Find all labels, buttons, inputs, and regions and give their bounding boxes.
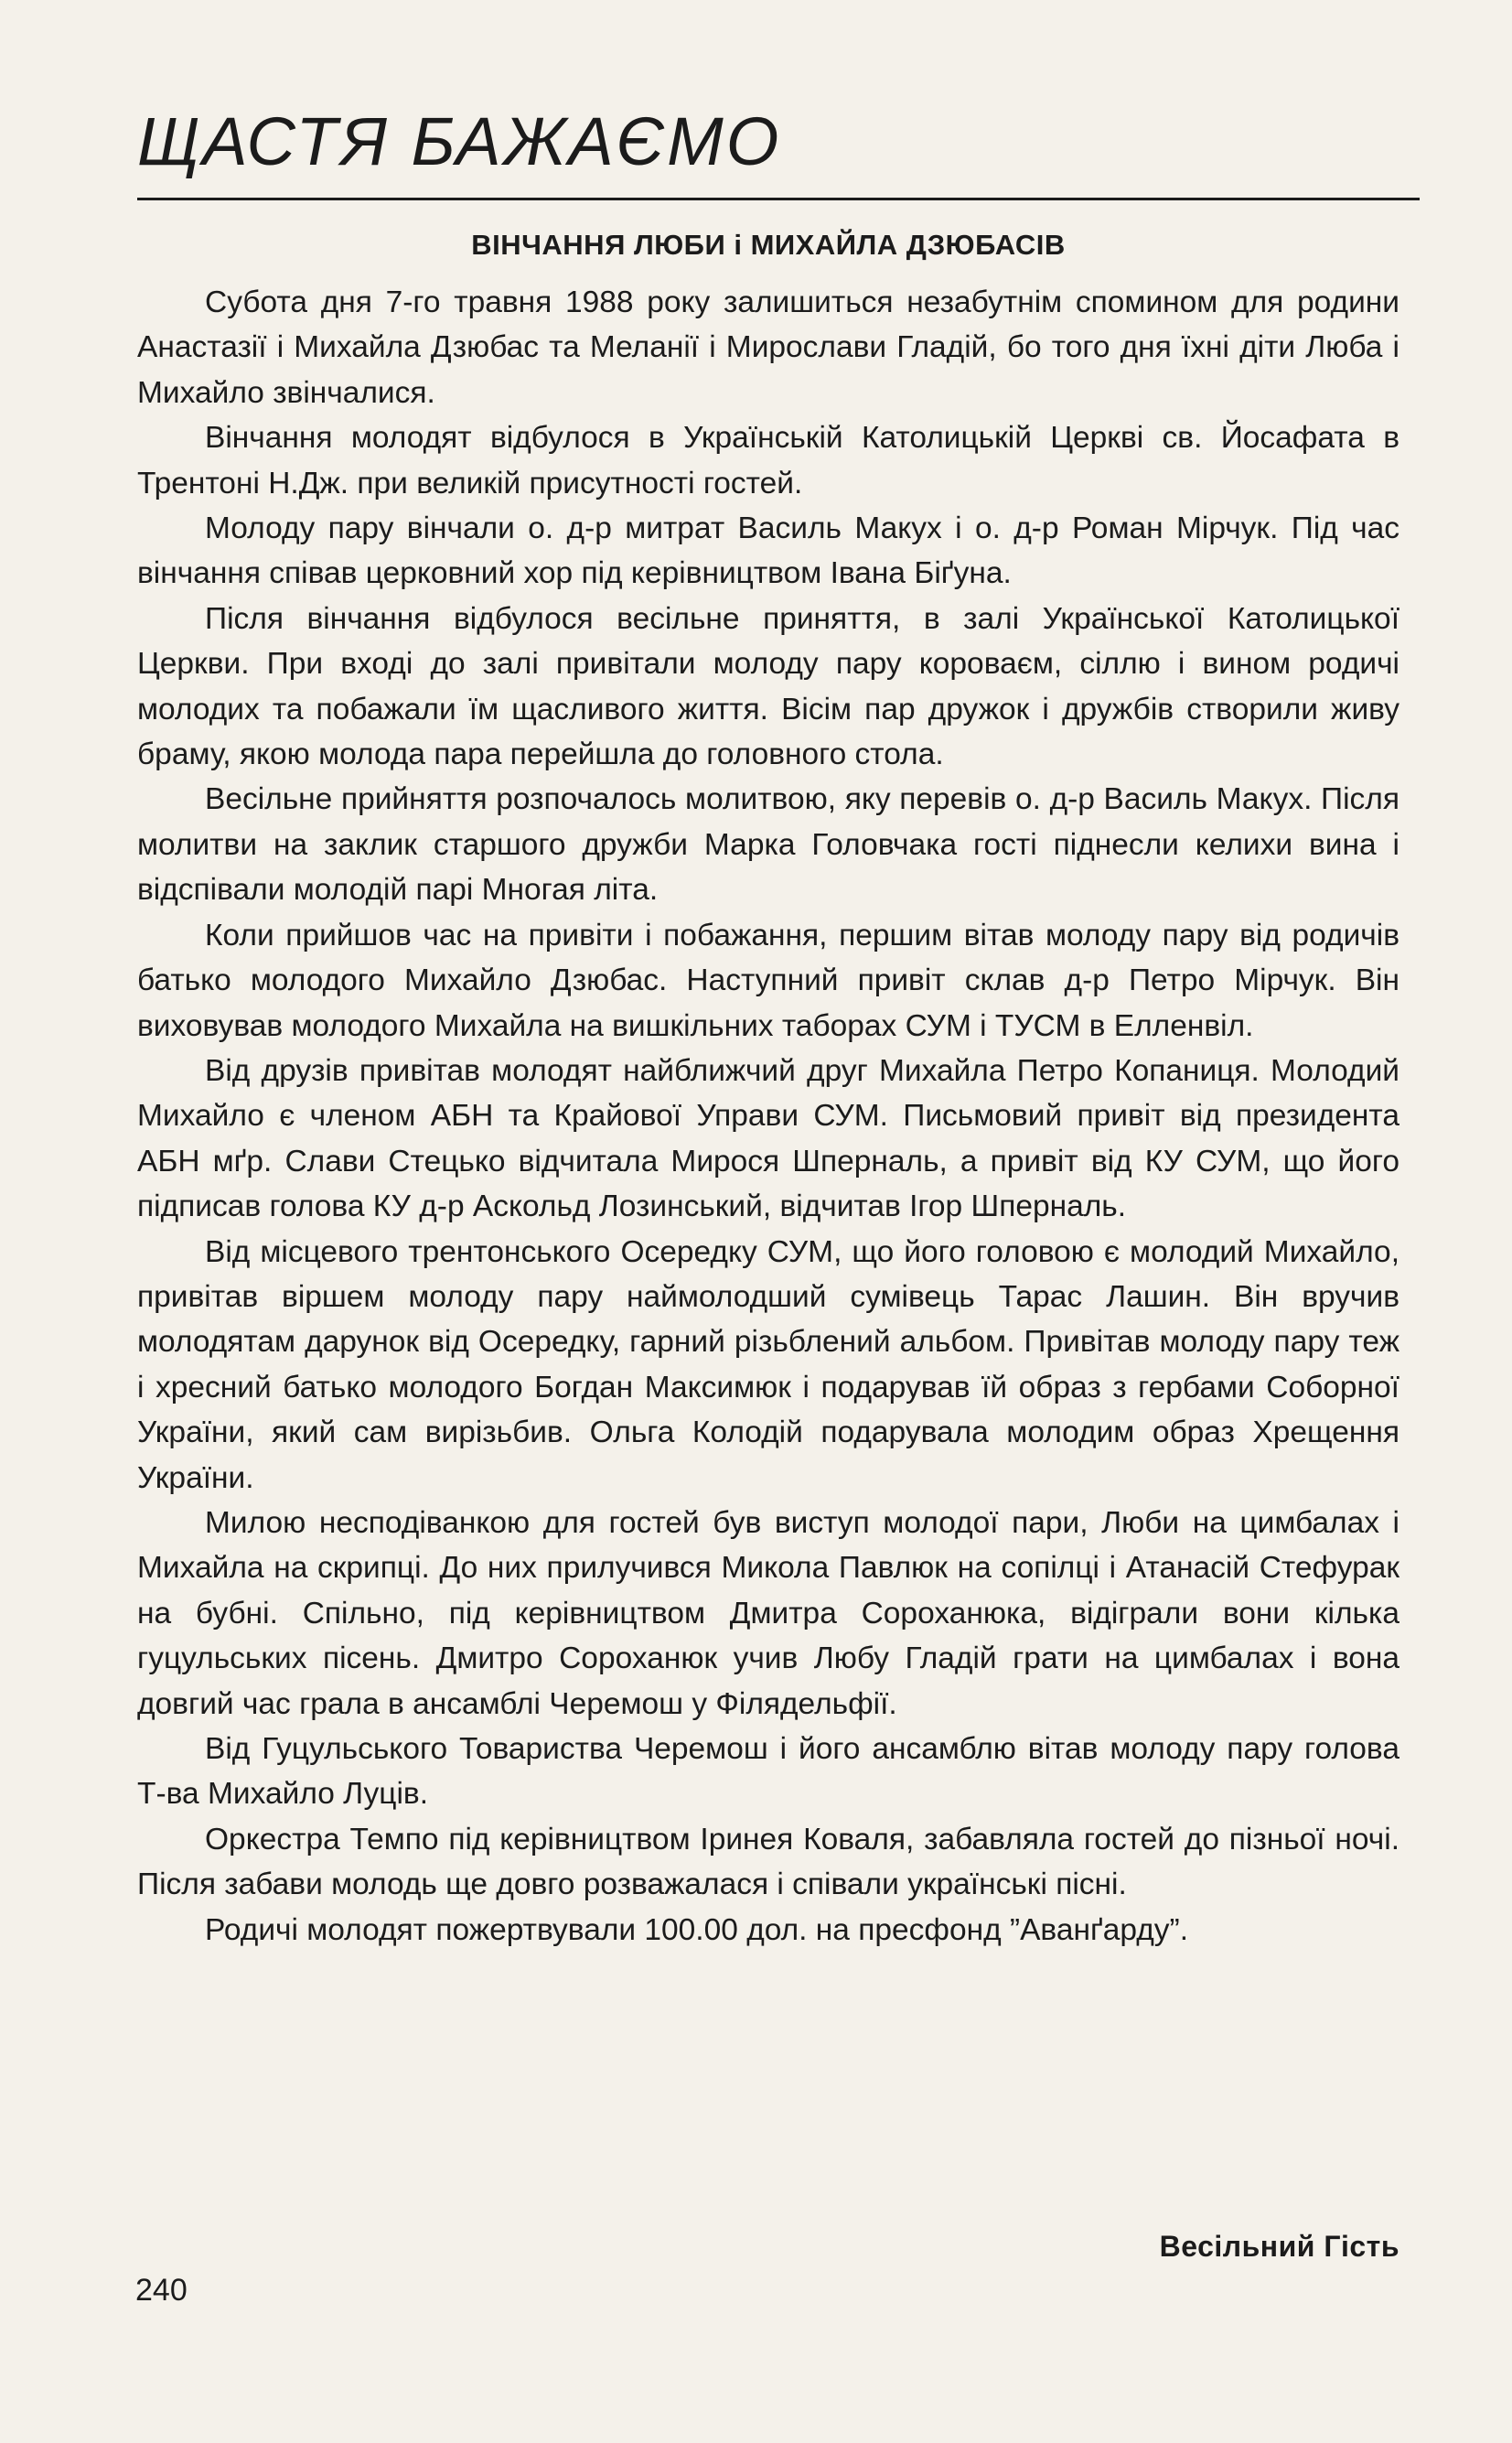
paragraph: Субота дня 7-го травня 1988 року залишиться незабутнім спомином для родини Анастазії і Михайла Дзюбас та Меланії і Мирослави Гладій, бо того дня їхні діти Люба і Михайло звінчалися. [137,285,1399,410]
article-title: ВІНЧАННЯ ЛЮБИ і МИХАЙЛА ДЗЮБАСІВ [471,229,1066,261]
paragraph: Молоду пару вінчали о. д-р митрат Василь Макух і о. д-р Роман Мірчук. Під час вінчання співав церковний хор під керівництвом Івана Біґуна. [137,511,1399,591]
section-title: ЩАСТЯ БАЖАЄМО [137,103,782,179]
author-signature: Весільний Гість [1159,2230,1399,2263]
paragraph: Родичі молодят пожертвували 100.00 дол. на пресфонд ”Аванґарду”. [205,1912,1189,1947]
paragraph: Милою несподіванкою для гостей був виступ молодої пари, Люби на цимбалах і Михайла на скрипці. До них прилучився Микола Павлюк на сопілці і Атанасій Стефурак на бубні. Спільно, під керівництвом Дмитра Сороханюка, відіграли вони кілька гуцульських пісень. Дмитро Сороханюк учив Любу Гладій грати на цимбалах і вона довгий час грала в ансамблі Черемош у Філядельфії. [137,1505,1399,1721]
paragraph: Від Гуцульського Товариства Черемош і його ансамблю вітав молоду пару голова Т-ва Михайло Луців. [137,1732,1399,1812]
paragraph: Коли прийшов час на привіти і побажання, першим вітав молоду пару від родичів батько молодого Михайло Дзюбас. Наступний привіт склав д-р Петро Мірчук. Він виховував молодого Михайла на вишкільних таборах СУМ і ТУСМ в Елленвіл. [137,918,1399,1043]
paragraph: Оркестра Темпо під керівництвом Іринея Коваля, забавляла гостей до пізньої ночі. Після забави молодь ще довго розважалася і співали українські пісні. [137,1822,1399,1902]
paragraph: Від місцевого трентонського Осередку СУМ, що його головою є молодий Михайло, привітав віршем молоду пару наймолодший сумівець Тарас Лашин. Він вручив молодятам дарунок від Осередку, гарний різьблений альбом. Привітав молоду пару теж і хресний батько молодого Богдан Максимюк і подарував їй образ з гербами Соборної України, який сам вирізьбив. Ольга Колодій подарувала молодим образ Хрещення України. [137,1234,1399,1495]
title-rule [137,198,1420,200]
article-body [137,280,1399,1953]
paragraph: Весільне прийняття розпочалось молитвою, яку перевів о. д-р Василь Макух. Після молитви на заклик старшого дружби Марка Головчака гості піднесли келихи вина і відспівали молодій парі Многая літа. [137,782,1399,908]
paragraph: Після вінчання відбулося весільне приняття, в залі Української Католицької Церкви. При вході до залі привітали молоду пару короваєм, сіллю і вином родичі молодих та побажали їм щасливого життя. Вісім пар дружок і дружбів створили живу браму, якою молода пара перейшла до головного стола. [137,601,1399,772]
paragraph: Від друзів привітав молодят найближчий друг Михайла Петро Копаниця. Молодий Михайло є членом АБН та Крайової Управи СУМ. Письмовий привіт від президента АБН мґр. Слави Стецько відчитала Мирося Шперналь, а привіт від КУ СУМ, що його підписав голова КУ д-р Аскольд Лозинський, відчитав Ігор Шперналь. [137,1053,1399,1224]
page-number: 240 [135,2273,188,2308]
paragraph: Вінчання молодят відбулося в Українській Католицькій Церкві св. Йосафата в Трентоні Н.Дж. при великій присутності гостей. [137,421,1399,500]
